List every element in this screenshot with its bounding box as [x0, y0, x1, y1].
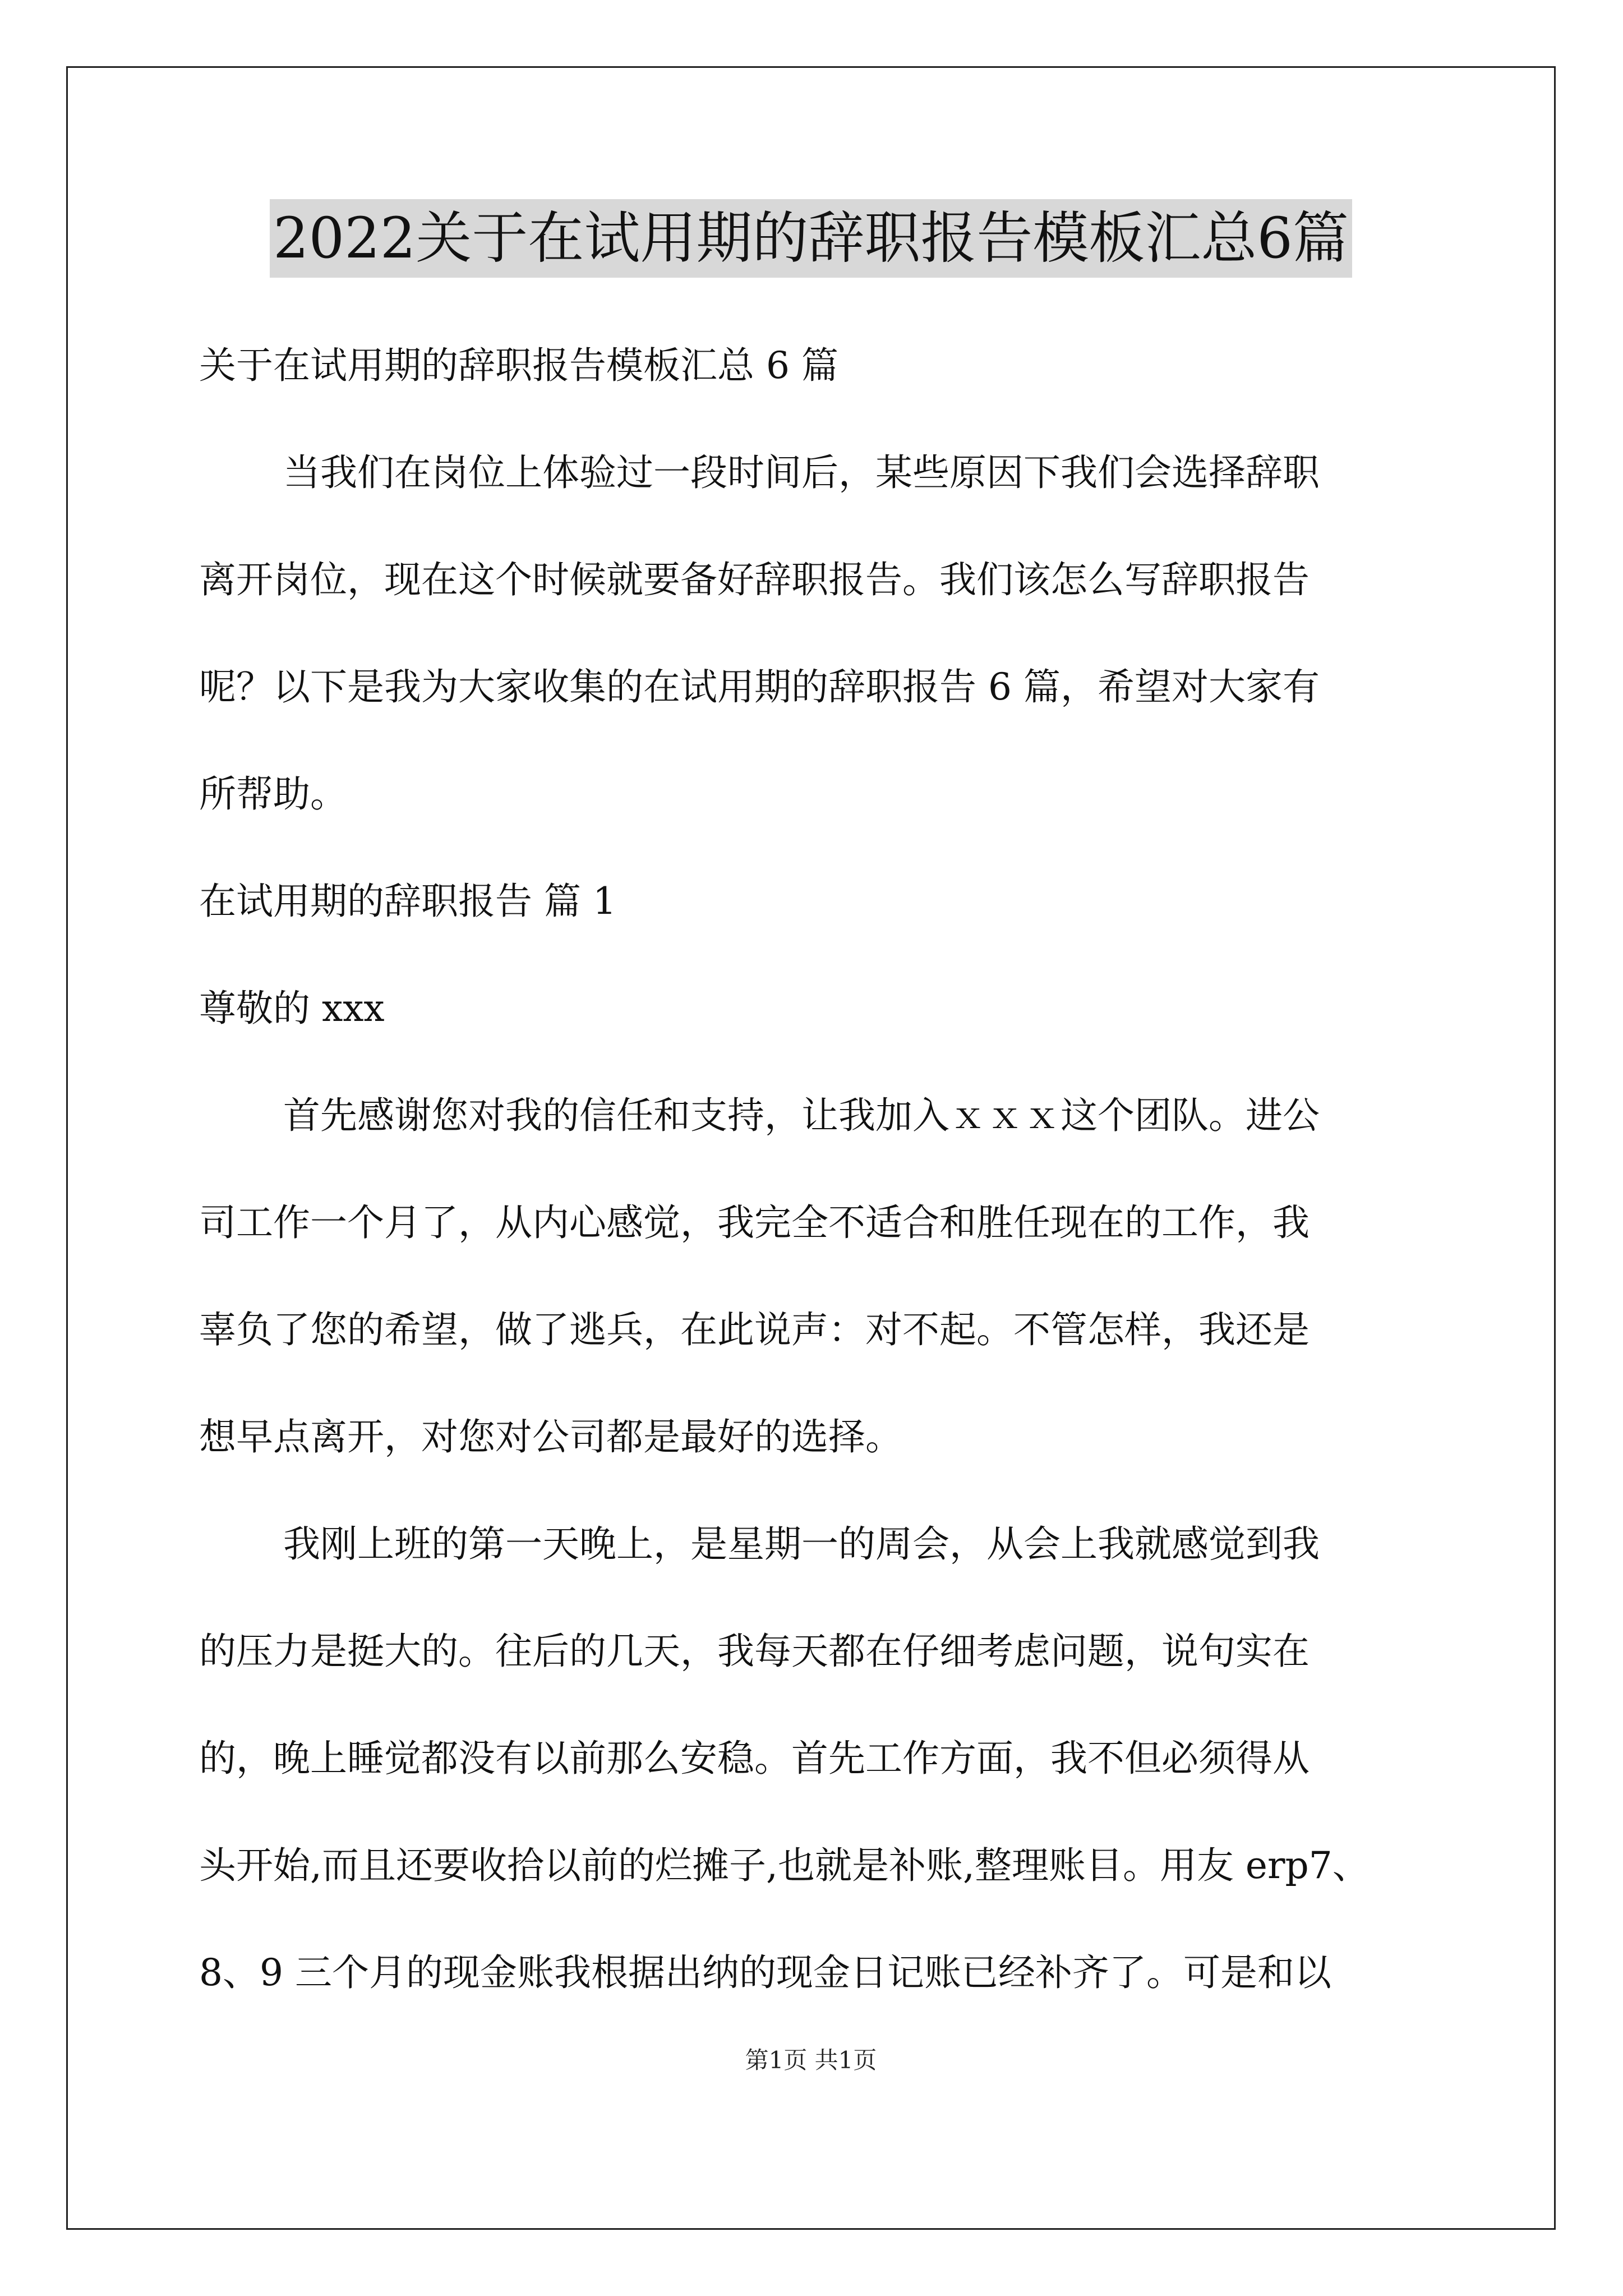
text-line: 我刚上班的第一天晚上，是星期一的周会，从会上我就感觉到我	[283, 1522, 1320, 1566]
text-line: 呢？以下是我为大家收集的在试用期的辞职报告 6 篇，希望对大家有	[199, 665, 1320, 708]
text-line: 8、9 三个月的现金账我根据出纳的现金日记账已经补齐了。可是和以	[199, 1951, 1331, 1994]
text-line: 的压力是挺大的。往后的几天，我每天都在仔细考虑问题，说句实在	[199, 1630, 1310, 1673]
text-line: 在试用期的辞职报告 篇 1	[199, 880, 616, 923]
text-line: 离开岗位，现在这个时候就要备好辞职报告。我们该怎么写辞职报告	[199, 558, 1310, 601]
text-line: 关于在试用期的辞职报告模板汇总 6 篇	[199, 344, 838, 387]
text-line: 当我们在岗位上体验过一段时间后，某些原因下我们会选择辞职	[283, 451, 1320, 494]
text-line: 司工作一个月了，从内心感觉，我完全不适合和胜任现在的工作，我	[199, 1201, 1310, 1244]
text-line: 头开始,而且还要收拾以前的烂摊子,也就是补账,整理账目。用友 erp7、	[199, 1844, 1370, 1887]
text-line: 尊敬的 xxx	[199, 987, 385, 1030]
document-body	[199, 312, 1433, 2026]
text-line: 的，晚上睡觉都没有以前那么安稳。首先工作方面，我不但必须得从	[199, 1737, 1310, 1780]
text-line: 所帮助。	[199, 772, 347, 816]
page-footer: 第1页 共1页	[745, 2046, 877, 2074]
text-line: 首先感谢您对我的信任和支持，让我加入ｘｘｘ这个团队。进公	[283, 1094, 1320, 1137]
title-container	[66, 199, 1556, 278]
text-line: 想早点离开，对您对公司都是最好的选择。	[199, 1415, 902, 1458]
text-line: 辜负了您的希望，做了逃兵，在此说声：对不起。不管怎样，我还是	[199, 1308, 1310, 1351]
document-title: 2022关于在试用期的辞职报告模板汇总6篇	[270, 199, 1352, 278]
